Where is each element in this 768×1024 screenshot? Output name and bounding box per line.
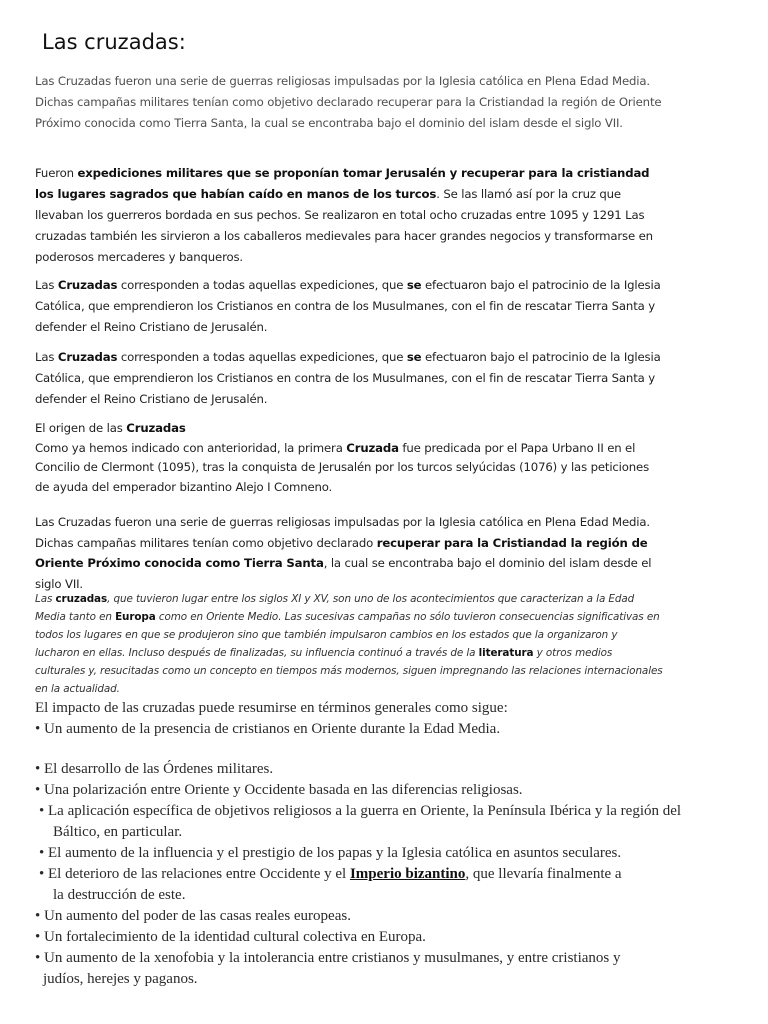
list-item [35,864,633,906]
list-item: • El desarrollo de las Órdenes militares. [35,761,274,777]
text-run: Las [35,278,58,292]
bold-text: se [406,350,422,364]
text-run: , la cual se encontraba bajo el dominio del islam desde el siglo VII. [35,556,652,591]
text-run: El origen de las [35,421,127,435]
bold-text: se [406,278,422,292]
text-run: • El deterioro de las relaciones entre Occidente y el [39,866,350,882]
bold-text: Cruzada [346,440,399,455]
text-run: efectuaron bajo el patrocinio de la Iglesia Católica, que emprendieron los Cristianos en contra de los Musulmanes, con el fin de rescatar Tierra Santa y defender el Reino Cristiano de Jerusalén. [35,278,661,334]
text-run: y otros medios culturales y, resucitadas como un concepto en tiempos más modernos, siguen impregnando las relaciones internacionales en la actualidad. [35,647,663,695]
origin-paragraph [35,439,665,498]
list-item: • Una polarización entre Oriente y Occidente basada en las diferencias religiosas. [35,782,523,798]
crusades-definition-paragraph [35,275,665,338]
text-run: Las [35,593,56,605]
bold-text: Europa [115,611,156,623]
crusades-impact-paragraph [35,590,665,698]
text-run: efectuaron bajo el patrocinio de la Iglesia Católica, que emprendieron los Cristianos en contra de los Musulmanes, con el fin de rescatar Tierra Santa y defender el Reino Cristiano de Jerusalén. [35,350,661,406]
crusades-definition-paragraph-repeat [35,347,665,410]
text-run: Las [35,350,58,364]
text-run: . Se las llamó así por la cruz que llevaban los guerreros bordada en sus pechos. Se realizaron en total ocho cruzadas entre 1095 y 1291 Las cruzadas también les sirvieron a los caballeros medievales para hacer grandes negocios y transformarse en poderosos mercaderes y banqueros. [35,187,653,264]
text-run: corresponden a todas aquellas expediciones, que [117,350,407,364]
list-item: • El aumento de la influencia y el prestigio de los papas y la Iglesia católica en asuntos seculares. [39,845,622,861]
text-run: , que llevaría finalmente a la destrucción de este. [53,866,622,903]
bold-text: expediciones militares que se proponían tomar Jerusalén y recuperar para la cristiandad los lugares sagrados que habían caído en manos de los turcos [35,166,650,201]
bold-text: cruzadas [55,593,108,605]
bold-text: Cruzadas [57,350,118,364]
intro-paragraph: Las Cruzadas fueron una serie de guerras religiosas impulsadas por la Iglesia católica en Plena Edad Media. Dichas campañas militares tenían como objetivo declarado recuperar para la Cristiandad la región de Oriente Próximo conocida como Tierra Santa, la cual se encontraba bajo el dominio del islam desde el siglo VII. [35,74,662,130]
list-item: • Un aumento de la xenofobia y la intolerancia entre cristianos y musulmanes, y entre cristianos y judíos, herejes y paganos. [35,950,621,987]
page-title: Las cruzadas: [42,30,186,54]
text-run: Las Cruzadas fueron una serie de guerras religiosas impulsadas por la Iglesia católica en Plena Edad Media. Dichas campañas militares tenían como objetivo declarado [35,515,650,550]
bold-text: literatura [478,647,534,659]
list-item: • Un aumento de la presencia de cristianos en Oriente durante la Edad Media. [35,721,501,737]
expeditions-paragraph [35,163,665,268]
text-run: , que tuvieron lugar entre los siglos XI y XV, son uno de los acontecimientos que caracterizan a la Edad Media tanto en [35,593,635,623]
text-run: corresponden a todas aquellas expediciones, que [117,278,407,292]
text-run: Fueron [35,166,78,180]
impact-intro: El impacto de las cruzadas puede resumirse en términos generales como sigue: [35,700,508,716]
bold-text: recuperar para la Cristiandad la región de Oriente Próximo conocida como Tierra Santa [35,535,648,570]
list-item: • Un aumento del poder de las casas reales europeas. [35,908,351,924]
bold-text: Cruzadas [126,421,186,435]
bold-text: Cruzadas [57,278,118,292]
crusades-summary-paragraph [35,512,665,594]
impact-list [35,698,735,990]
origin-heading [35,419,665,439]
text-run: fue predicada por el Papa Urbano II en el Concilio de Clermont (1095), tras la conquista de Jerusalén por los turcos selyúcidas (1076) y las peticiones de ayuda del emperador bizantino Alejo I Comneno. [35,440,650,494]
spacer [35,740,735,759]
list-item: • La aplicación específica de objetivos religiosos a la guerra en Oriente, la Península Ibérica y la región del Báltico, en particular. [39,803,682,840]
imperio-bizantino-link[interactable]: Imperio bizantino [349,866,466,882]
list-item: • Un fortalecimiento de la identidad cultural colectiva en Europa. [35,929,426,945]
text-run: como en Oriente Medio. Las sucesivas campañas no sólo tuvieron consecuencias significativas en todos los lugares en que se produjeron sino que también impulsaron cambios en los estados que la organizaron y lucharon en ellas. Incluso después de finalizadas, su influencia continuó a través de la [35,611,660,659]
text-run: Como ya hemos indicado con anterioridad, la primera [35,440,347,455]
origin-section [35,419,665,497]
